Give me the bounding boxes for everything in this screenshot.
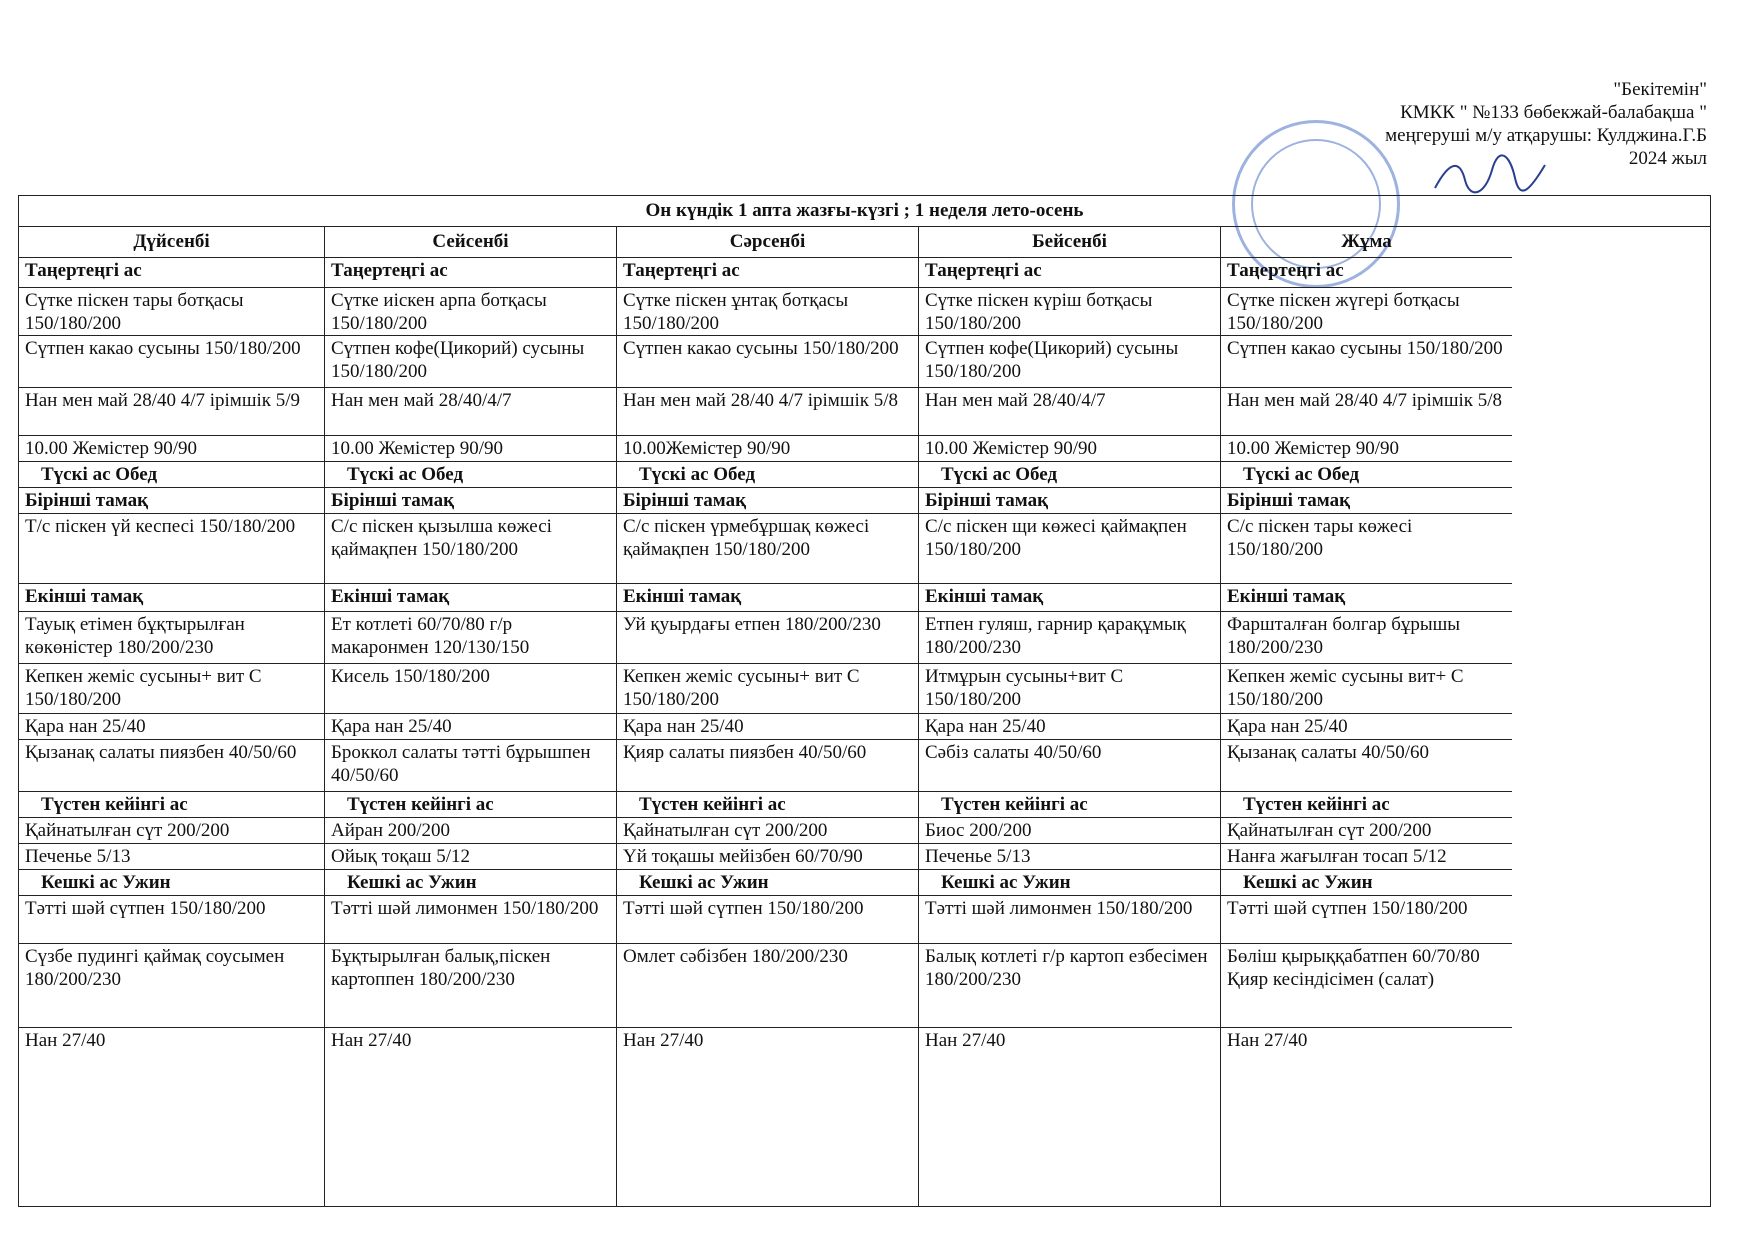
menu-cell: Тәтті шәй сүтпен 150/180/200 <box>1221 896 1512 944</box>
menu-cell: Сүтке піскен жүгері ботқасы 150/180/200 <box>1221 288 1512 336</box>
menu-cell: Сәбіз салаты 40/50/60 <box>919 740 1220 792</box>
meal-header: Түстен кейінгі ас <box>19 792 324 818</box>
meal-header: Түскі ас Обед <box>325 462 616 488</box>
meal-header: Кешкі ас Ужин <box>919 870 1220 896</box>
menu-cell: Нан мен май 28/40/4/7 <box>919 388 1220 436</box>
course-header: Екінші тамақ <box>19 584 324 612</box>
course-header: Екінші тамақ <box>325 584 616 612</box>
menu-cell: С/с піскен щи көжесі қаймақпен 150/180/200 <box>919 514 1220 584</box>
day-column <box>1221 227 1512 1206</box>
meal-header: Кешкі ас Ужин <box>19 870 324 896</box>
course-header: Таңертеңгі ас <box>919 258 1220 288</box>
meal-header: Түстен кейінгі ас <box>617 792 918 818</box>
meal-header: Кешкі ас Ужин <box>1221 870 1512 896</box>
meal-header: Кешкі ас Ужин <box>325 870 616 896</box>
menu-cell: Нан мен май 28/40 4/7 ірімшік 5/9 <box>19 388 324 436</box>
menu-cell: Нан 27/40 <box>623 1030 704 1051</box>
day-column <box>919 227 1221 1206</box>
menu-cell: Печенье 5/13 <box>919 844 1220 870</box>
approval-line-2: КМКК " №133 бөбекжай-балабақша " <box>1400 102 1707 123</box>
course-header: Бірінші тамақ <box>919 488 1220 514</box>
meal-header: Түскі ас Обед <box>919 462 1220 488</box>
meal-header: Түскі ас Обед <box>19 462 324 488</box>
menu-cell: Қайнатылған сүт 200/200 <box>19 818 324 844</box>
day-header: Жұма <box>1221 227 1512 258</box>
menu-cell: Ойық тоқаш 5/12 <box>325 844 616 870</box>
meal-header: Түстен кейінгі ас <box>325 792 616 818</box>
menu-cell: Айран 200/200 <box>325 818 616 844</box>
menu-cell: Тәтті шәй лимонмен 150/180/200 <box>919 896 1220 944</box>
menu-cell: Сүтке піскен ұнтақ ботқасы 150/180/200 <box>617 288 918 336</box>
course-header: Бірінші тамақ <box>617 488 918 514</box>
course-header: Таңертеңгі ас <box>325 258 616 288</box>
menu-cell: Балық котлеті г/р картоп езбесімен 180/200/230 <box>919 944 1220 1028</box>
menu-cell: 10.00 Жемістер 90/90 <box>1221 436 1512 462</box>
approval-line-4: 2024 жыл <box>1628 148 1707 169</box>
course-header: Таңертеңгі ас <box>617 258 918 288</box>
weekly-menu-table <box>18 195 1711 1207</box>
menu-cell: Етпен гуляш, гарнир қарақұмық 180/200/230 <box>919 612 1220 664</box>
course-header: Екінші тамақ <box>617 584 918 612</box>
course-header: Екінші тамақ <box>919 584 1220 612</box>
menu-cell: Броккол салаты тәтті бұрышпен 40/50/60 <box>325 740 616 792</box>
menu-cell: Нан 27/40 <box>925 1030 1006 1051</box>
menu-cell: Кисель 150/180/200 <box>325 664 616 714</box>
course-header: Екінші тамақ <box>1221 584 1512 612</box>
menu-cell: Т/с піскен үй кеспесі 150/180/200 <box>19 514 324 584</box>
menu-cell: 10.00Жемістер 90/90 <box>617 436 918 462</box>
meal-header: Түскі ас Обед <box>1221 462 1512 488</box>
menu-cell: Қайнатылған сүт 200/200 <box>617 818 918 844</box>
course-header: Таңертеңгі ас <box>19 258 324 288</box>
menu-cell: С/с піскен үрмебұршақ көжесі қаймақпен 150/180/200 <box>617 514 918 584</box>
menu-cell: Нан 27/40 <box>331 1030 412 1051</box>
menu-cell: С/с піскен тары көжесі 150/180/200 <box>1221 514 1512 584</box>
menu-cell: Қайнатылған сүт 200/200 <box>1221 818 1512 844</box>
table-title: Он күндік 1 апта жазғы-күзгі ; 1 неделя лето-осень <box>19 196 1710 227</box>
menu-cell: Қара нан 25/40 <box>617 714 918 740</box>
day-header: Сейсенбі <box>325 227 616 258</box>
menu-cell: Нанға жағылған тосап 5/12 <box>1221 844 1512 870</box>
menu-cell: Нан 27/40 <box>25 1030 106 1051</box>
menu-cell: Қияр салаты пиязбен 40/50/60 <box>617 740 918 792</box>
menu-cell: Печенье 5/13 <box>19 844 324 870</box>
menu-cell: Қызанақ салаты пиязбен 40/50/60 <box>19 740 324 792</box>
menu-cell: Кепкен жеміс сусыны+ вит С 150/180/200 <box>617 664 918 714</box>
menu-cell: Сүтке піскен күріш ботқасы 150/180/200 <box>919 288 1220 336</box>
menu-cell: Сүтпен кофе(Цикорий) сусыны 150/180/200 <box>919 336 1220 388</box>
menu-cell: Сүтпен какао сусыны 150/180/200 <box>19 336 324 388</box>
meal-header: Кешкі ас Ужин <box>617 870 918 896</box>
meal-header: Түстен кейінгі ас <box>1221 792 1512 818</box>
menu-cell: Сүтке піскен тары ботқасы 150/180/200 <box>19 288 324 336</box>
menu-cell: Қара нан 25/40 <box>19 714 324 740</box>
menu-cell: Тауық етімен бұқтырылған көкөністер 180/200/230 <box>19 612 324 664</box>
day-header: Сәрсенбі <box>617 227 918 258</box>
menu-cell: Нан мен май 28/40/4/7 <box>325 388 616 436</box>
menu-cell: С/с піскен қызылша көжесі қаймақпен 150/180/200 <box>325 514 616 584</box>
menu-cell: Қызанақ салаты 40/50/60 <box>1221 740 1512 792</box>
menu-cell: Нан 27/40 <box>1227 1030 1308 1051</box>
day-column <box>617 227 919 1206</box>
meal-header: Түстен кейінгі ас <box>919 792 1220 818</box>
course-header: Бірінші тамақ <box>1221 488 1512 514</box>
menu-cell: Ет котлеті 60/70/80 г/р макаронмен 120/130/150 <box>325 612 616 664</box>
menu-cell: Сүтпен какао сусыны 150/180/200 <box>617 336 918 388</box>
menu-cell: 10.00 Жемістер 90/90 <box>19 436 324 462</box>
day-column <box>19 227 325 1206</box>
menu-cell: Омлет сәбізбен 180/200/230 <box>617 944 918 1028</box>
day-header: Дүйсенбі <box>19 227 324 258</box>
menu-cell: Тәтті шәй сүтпен 150/180/200 <box>19 896 324 944</box>
day-column <box>325 227 617 1206</box>
day-header: Бейсенбі <box>919 227 1220 258</box>
menu-cell: 10.00 Жемістер 90/90 <box>919 436 1220 462</box>
menu-cell: Тәтті шәй сүтпен 150/180/200 <box>617 896 918 944</box>
approval-line-3: меңгеруші м/у атқарушы: Кулджина.Г.Б <box>1385 125 1707 146</box>
menu-cell: Сүтке иіскен арпа ботқасы 150/180/200 <box>325 288 616 336</box>
course-header: Бірінші тамақ <box>325 488 616 514</box>
menu-cell: Фаршталған болгар бұрышы 180/200/230 <box>1221 612 1512 664</box>
menu-cell: Итмұрын сусыны+вит С 150/180/200 <box>919 664 1220 714</box>
menu-cell: Нан мен май 28/40 4/7 ірімшік 5/8 <box>617 388 918 436</box>
course-header: Бірінші тамақ <box>19 488 324 514</box>
menu-cell: Сүтпен какао сусыны 150/180/200 <box>1221 336 1512 388</box>
menu-cell: Қара нан 25/40 <box>919 714 1220 740</box>
day-columns <box>19 227 1710 1206</box>
approval-line-1: "Бекітемін" <box>1613 79 1707 100</box>
menu-cell: Уй қуырдағы етпен 180/200/230 <box>617 612 918 664</box>
menu-cell: Үй тоқашы мейізбен 60/70/90 <box>617 844 918 870</box>
course-header: Таңертеңгі ас <box>1221 258 1512 288</box>
menu-cell: Тәтті шәй лимонмен 150/180/200 <box>325 896 616 944</box>
meal-header: Түскі ас Обед <box>617 462 918 488</box>
menu-cell: Биос 200/200 <box>919 818 1220 844</box>
menu-cell: Бөліш қырыққабатпен 60/70/80 Қияр кесіндісімен (салат) <box>1221 944 1512 1028</box>
menu-cell: Қара нан 25/40 <box>1221 714 1512 740</box>
menu-cell: Сүтпен кофе(Цикорий) сусыны 150/180/200 <box>325 336 616 388</box>
menu-cell: Кепкен жеміс сусыны вит+ С 150/180/200 <box>1221 664 1512 714</box>
menu-cell: Қара нан 25/40 <box>325 714 616 740</box>
menu-cell: Бұқтырылған балық,піскен картоппен 180/200/230 <box>325 944 616 1028</box>
menu-cell: Кепкен жеміс сусыны+ вит С 150/180/200 <box>19 664 324 714</box>
menu-cell: 10.00 Жемістер 90/90 <box>325 436 616 462</box>
signature-icon <box>1430 150 1550 200</box>
menu-cell: Нан мен май 28/40 4/7 ірімшік 5/8 <box>1221 388 1512 436</box>
menu-cell: Сүзбе пудингі қаймақ соусымен 180/200/230 <box>19 944 324 1028</box>
